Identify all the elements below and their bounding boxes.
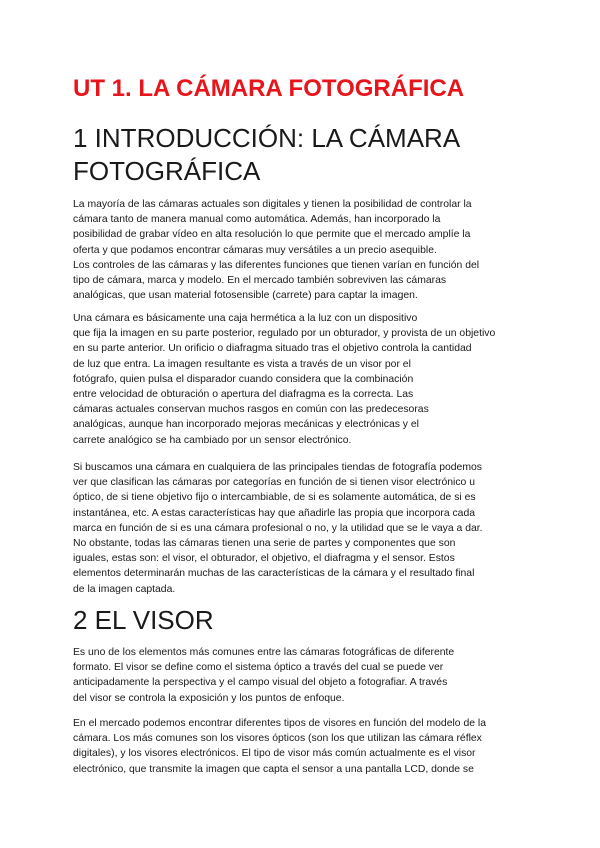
text-line: posibilidad de grabar vídeo en alta resolución lo que permite que el mercado amplíe la xyxy=(73,229,471,241)
text-line: marca en función de si es una cámara profesional o no, y la utilidad que se le vaya a dar. xyxy=(73,522,483,534)
text-line: En el mercado podemos encontrar diferentes tipos de visores en función del modelo de la xyxy=(73,718,486,729)
heading-line: 1 INTRODUCCIÓN: LA CÁMARA xyxy=(73,123,461,153)
text-line: formato. El visor se define como el sistema óptico a través del cual se puede ver xyxy=(73,662,444,674)
paragraph-visor-2 xyxy=(73,716,486,777)
paragraph-intro-2 xyxy=(73,311,495,448)
text-line: anticipadamente la perspectiva y el campo visual del objeto a fotografiar. A través xyxy=(73,677,448,689)
text-line: que fija la imagen en su parte posterior, regulado por un obturador, y provista de un objetivo xyxy=(73,328,496,340)
text-line: Si buscamos una cámara en cualquiera de las principales tiendas de fotografía podemos xyxy=(73,462,482,473)
paragraph-intro-1 xyxy=(73,197,479,303)
text-line: elementos determinarán muchas de las características de la cámara y el resultado final xyxy=(73,568,475,580)
text-line: tipo de cámara, marca y modelo. En el mercado también sobreviven las cámaras xyxy=(73,275,447,287)
section-heading-introduccion xyxy=(73,122,460,188)
text-line: No obstante, todas las cámaras tienen una serie de partes y componentes que son xyxy=(73,538,456,550)
text-line: en su parte anterior. Un orificio o diafragma situado tras el objetivo controla la cantidad xyxy=(73,343,472,355)
text-line: Una cámara es básicamente una caja hermética a la luz con un dispositivo xyxy=(73,313,418,324)
text-line: oferta y que podamos encontrar cámaras muy versátiles a un precio asequible. xyxy=(73,244,437,256)
text-line: iguales, estas son: el visor, el obturador, el objetivo, el diafragma y el sensor. Estos xyxy=(73,553,455,565)
heading-line: 2 EL VISOR xyxy=(73,605,214,635)
text-line: cámara. Los más comunes son los visores ópticos (son los que utilizan las cámara réflex xyxy=(73,733,482,745)
text-line: Los controles de las cámaras y las diferentes funciones que tienen varían en función del xyxy=(73,259,480,271)
text-line: de luz que entra. La imagen resultante es vista a través de un visor por el xyxy=(73,358,411,370)
text-line: digitales), y los visores electrónicos. El tipo de visor más común actualmente es el visor xyxy=(73,748,476,760)
paragraph-visor-1 xyxy=(73,645,454,706)
text-line: del visor se controla la exposición y los puntos de enfoque. xyxy=(73,692,345,704)
text-line: óptico, de si tiene objetivo fijo o intercambiable, de si es solamente automática, de si es xyxy=(73,492,476,504)
text-line: analógicas, aunque han incorporado mejoras mecánicas y electrónicas y el xyxy=(73,419,419,431)
text-line: fotógrafo, quien pulsa el disparador cuando considera que la combinación xyxy=(73,373,414,385)
heading-line: FOTOGRÁFICA xyxy=(73,156,261,186)
text-line: carrete analógico se ha cambiado por un sensor electrónico. xyxy=(73,434,352,446)
document-title: UT 1. LA CÁMARA FOTOGRÁFICA xyxy=(73,75,465,102)
paragraph-intro-3 xyxy=(73,460,483,597)
text-line: analógicas, que usan material fotosensible (carrete) para captar la imagen. xyxy=(73,290,418,302)
text-line: ver que clasifican las cámaras por categorías en función de si tienen visor electrónico u xyxy=(73,477,475,489)
text-line: cámaras actuales conservan muchos rasgos en común con las predecesoras xyxy=(73,404,429,416)
text-line: cámara tanto de manera manual como automática. Además, han incorporado la xyxy=(73,214,441,226)
text-line: entre velocidad de obturación o apertura del diafragma es la correcta. Las xyxy=(73,389,414,401)
section-heading-visor xyxy=(73,604,214,637)
text-line: La mayoría de las cámaras actuales son digitales y tienen la posibilidad de controlar la xyxy=(73,199,472,210)
text-line: electrónico, que transmite la imagen que capta el sensor a una pantalla LCD, donde se xyxy=(73,763,474,775)
text-line: de la imagen captada. xyxy=(73,583,176,595)
text-line: Es uno de los elementos más comunes entre las cámaras fotográficas de diferente xyxy=(73,647,455,658)
text-line: instantánea, etc. A estas características hay que añadirle las propia que incorpora cada xyxy=(73,507,476,519)
